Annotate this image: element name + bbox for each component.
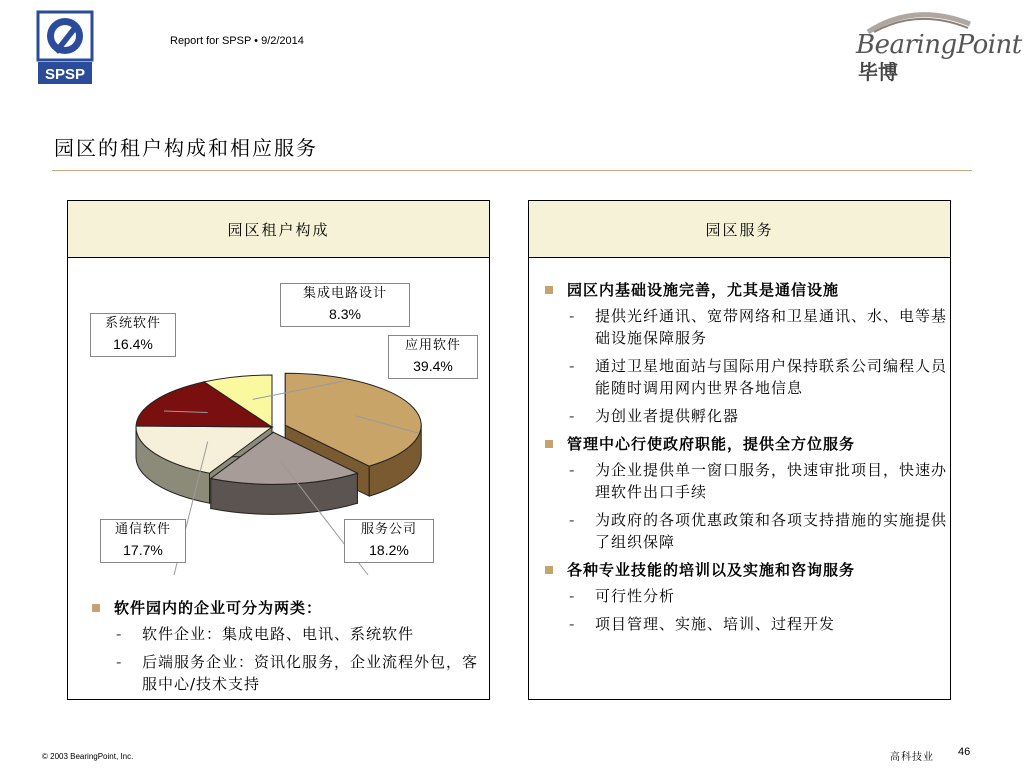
spsp-logo bbox=[36, 10, 94, 86]
bullet-text: 软件园内的企业可分为两类： bbox=[114, 599, 323, 617]
bearingpoint-logo bbox=[852, 6, 1022, 86]
pie-label-service-company bbox=[344, 519, 434, 563]
tenant-bullets bbox=[86, 597, 486, 701]
bullet-l2: - 软件企业：集成电路、电讯、系统软件 bbox=[86, 623, 486, 645]
pie-label-name: 通信软件 bbox=[114, 522, 171, 537]
bullet-text: 管理中心行使政府职能，提供全方位服务 bbox=[567, 435, 856, 453]
pie-label-comm-software bbox=[100, 519, 186, 563]
pie-label-ic-design bbox=[280, 283, 410, 327]
bullet-l1 bbox=[539, 279, 947, 301]
pie-label-pct: 8.3% bbox=[329, 306, 361, 322]
pie-label-pct: 16.4% bbox=[113, 336, 153, 352]
bullet-l2: - 项目管理、实施、培训、过程开发 bbox=[539, 613, 947, 635]
footer-industry-tag: 高科技业 bbox=[890, 752, 934, 763]
pie-label-application-software bbox=[388, 335, 478, 379]
bullet-l1 bbox=[86, 597, 486, 619]
pie-label-name: 集成电路设计 bbox=[302, 286, 387, 301]
pie-label-name: 应用软件 bbox=[404, 338, 461, 353]
page-title: 园区的租户构成和相应服务 bbox=[54, 136, 318, 160]
services-bullets bbox=[539, 279, 947, 641]
page-number: 46 bbox=[958, 746, 971, 758]
report-header: Report for SPSP • 9/2/2014 bbox=[170, 35, 304, 47]
bullet-l2: - 后端服务企业：资讯化服务，企业流程外包，客服中心/技术支持 bbox=[86, 651, 486, 695]
title-divider bbox=[52, 170, 972, 171]
footer-copyright: © 2003 BearingPoint, Inc. bbox=[42, 752, 134, 761]
bullet-l2: - 通过卫星地面站与国际用户保持联系公司编程人员能随时调用网内世界各地信息 bbox=[539, 355, 947, 399]
bullet-l2: - 为政府的各项优惠政策和各项支持措施的实施提供了组织保障 bbox=[539, 509, 947, 553]
tenant-composition-panel bbox=[67, 200, 490, 700]
svg-text:SPSP: SPSP bbox=[44, 66, 86, 83]
bullet-text: 各种专业技能的培训以及实施和咨询服务 bbox=[567, 561, 856, 579]
pie-label-pct: 39.4% bbox=[413, 358, 453, 374]
pie-label-system-software bbox=[90, 313, 176, 357]
park-services-panel bbox=[528, 200, 951, 700]
bullet-l2: - 提供光纤通讯、宽带网络和卫星通讯、水、电等基础设施保障服务 bbox=[539, 305, 947, 349]
panel-title: 园区服务 bbox=[529, 201, 950, 258]
bullet-l2: - 为企业提供单一窗口服务，快速审批项目，快速办理软件出口手续 bbox=[539, 459, 947, 503]
pie-label-pct: 18.2% bbox=[369, 542, 409, 558]
bearingpoint-wordmark: BearingPoint bbox=[856, 30, 1022, 60]
bullet-l2: - 为创业者提供孵化器 bbox=[539, 405, 947, 427]
bullet-l2: - 可行性分析 bbox=[539, 585, 947, 607]
pie-label-name: 服务公司 bbox=[360, 522, 417, 537]
pie-label-name: 系统软件 bbox=[104, 316, 161, 331]
bullet-l1 bbox=[539, 433, 947, 455]
bearingpoint-cn-name: 毕博 bbox=[858, 60, 898, 84]
bullet-text: 园区内基础设施完善，尤其是通信设施 bbox=[567, 281, 840, 299]
pie-label-pct: 17.7% bbox=[123, 542, 163, 558]
bullet-l1 bbox=[539, 559, 947, 581]
panel-title: 园区租户构成 bbox=[68, 201, 489, 258]
